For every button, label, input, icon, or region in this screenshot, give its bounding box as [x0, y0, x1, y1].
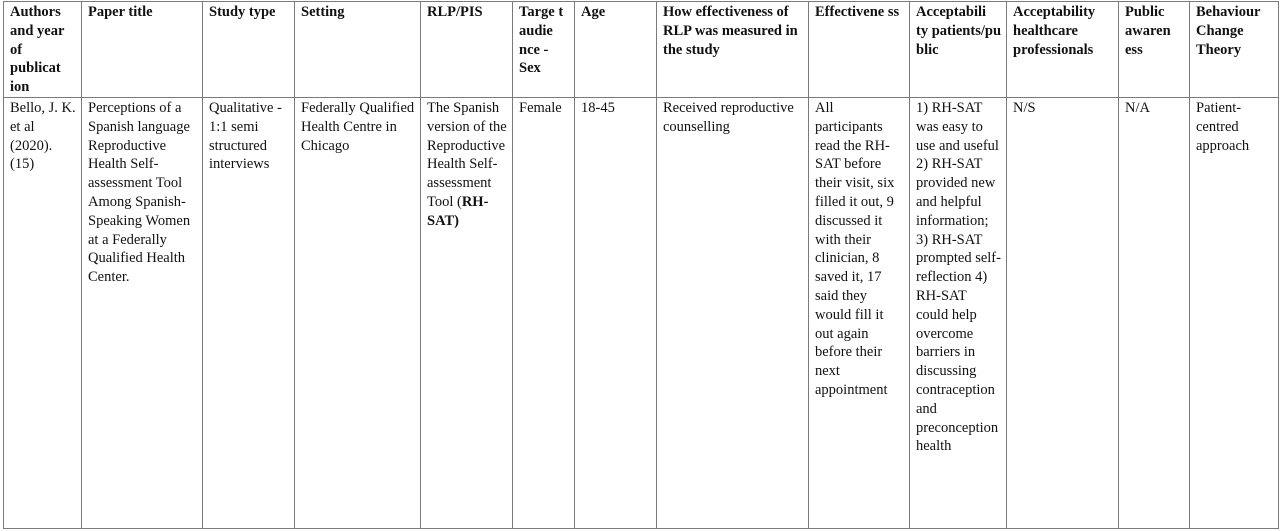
header-study-type: Study type: [203, 2, 295, 98]
header-rlp-pis: RLP/PIS: [421, 2, 513, 98]
header-effectiveness: Effectivene ss: [809, 2, 910, 98]
cell-acceptability-patients: 1) RH-SAT was easy to use and useful 2) RH-SAT provided new and helpful information; 3) RH-SAT prompted self-reflection 4) RH-SAT could help overcome barriers in discussing contraception and preconception health: [910, 97, 1007, 528]
rlp-pis-abbrev: RH-SAT): [427, 193, 489, 229]
header-row: [4, 2, 1279, 98]
cell-age: 18-45: [575, 97, 657, 528]
header-age: Age: [575, 2, 657, 98]
header-public-awareness: Public awaren ess: [1119, 2, 1190, 98]
cell-behaviour-change-theory: Patient-centred approach: [1190, 97, 1279, 528]
header-authors: Authors and year of publicat ion: [4, 2, 82, 98]
cell-study-type: Qualitative - 1:1 semi structured interviews: [203, 97, 295, 528]
header-effectiveness-measure: How effectiveness of RLP was measured in the study: [657, 2, 809, 98]
cell-acceptability-professionals: N/S: [1007, 97, 1119, 528]
header-paper-title: Paper title: [82, 2, 203, 98]
header-acceptability-patients: Acceptabili ty patients/pu blic: [910, 2, 1007, 98]
literature-table: [3, 1, 1279, 529]
cell-authors: Bello, J. K. et al (2020). (15): [4, 97, 82, 528]
cell-target-sex: Female: [513, 97, 575, 528]
rlp-pis-text: The Spanish version of the Reproductive Health Self-assessment Tool (: [427, 99, 507, 210]
header-behaviour-change-theory: Behaviour Change Theory: [1190, 2, 1279, 98]
cell-setting: Federally Qualified Health Centre in Chicago: [295, 97, 421, 528]
cell-paper-title: Perceptions of a Spanish language Reproductive Health Self-assessment Tool Among Spanish-Speaking Women at a Federally Qualified Health Center.: [82, 97, 203, 528]
header-acceptability-professionals: Acceptability healthcare professionals: [1007, 2, 1119, 98]
cell-public-awareness: N/A: [1119, 97, 1190, 528]
header-setting: Setting: [295, 2, 421, 98]
cell-rlp-pis: [421, 97, 513, 528]
cell-effectiveness: All participants read the RH-SAT before their visit, six filled it out, 9 discussed it with their clinician, 8 saved it, 17 said they would fill it out again before their next appointment: [809, 97, 910, 528]
header-target-sex: Targe t audie nce - Sex: [513, 2, 575, 98]
table-row: [4, 97, 1279, 528]
cell-effectiveness-measure: Received reproductive counselling: [657, 97, 809, 528]
